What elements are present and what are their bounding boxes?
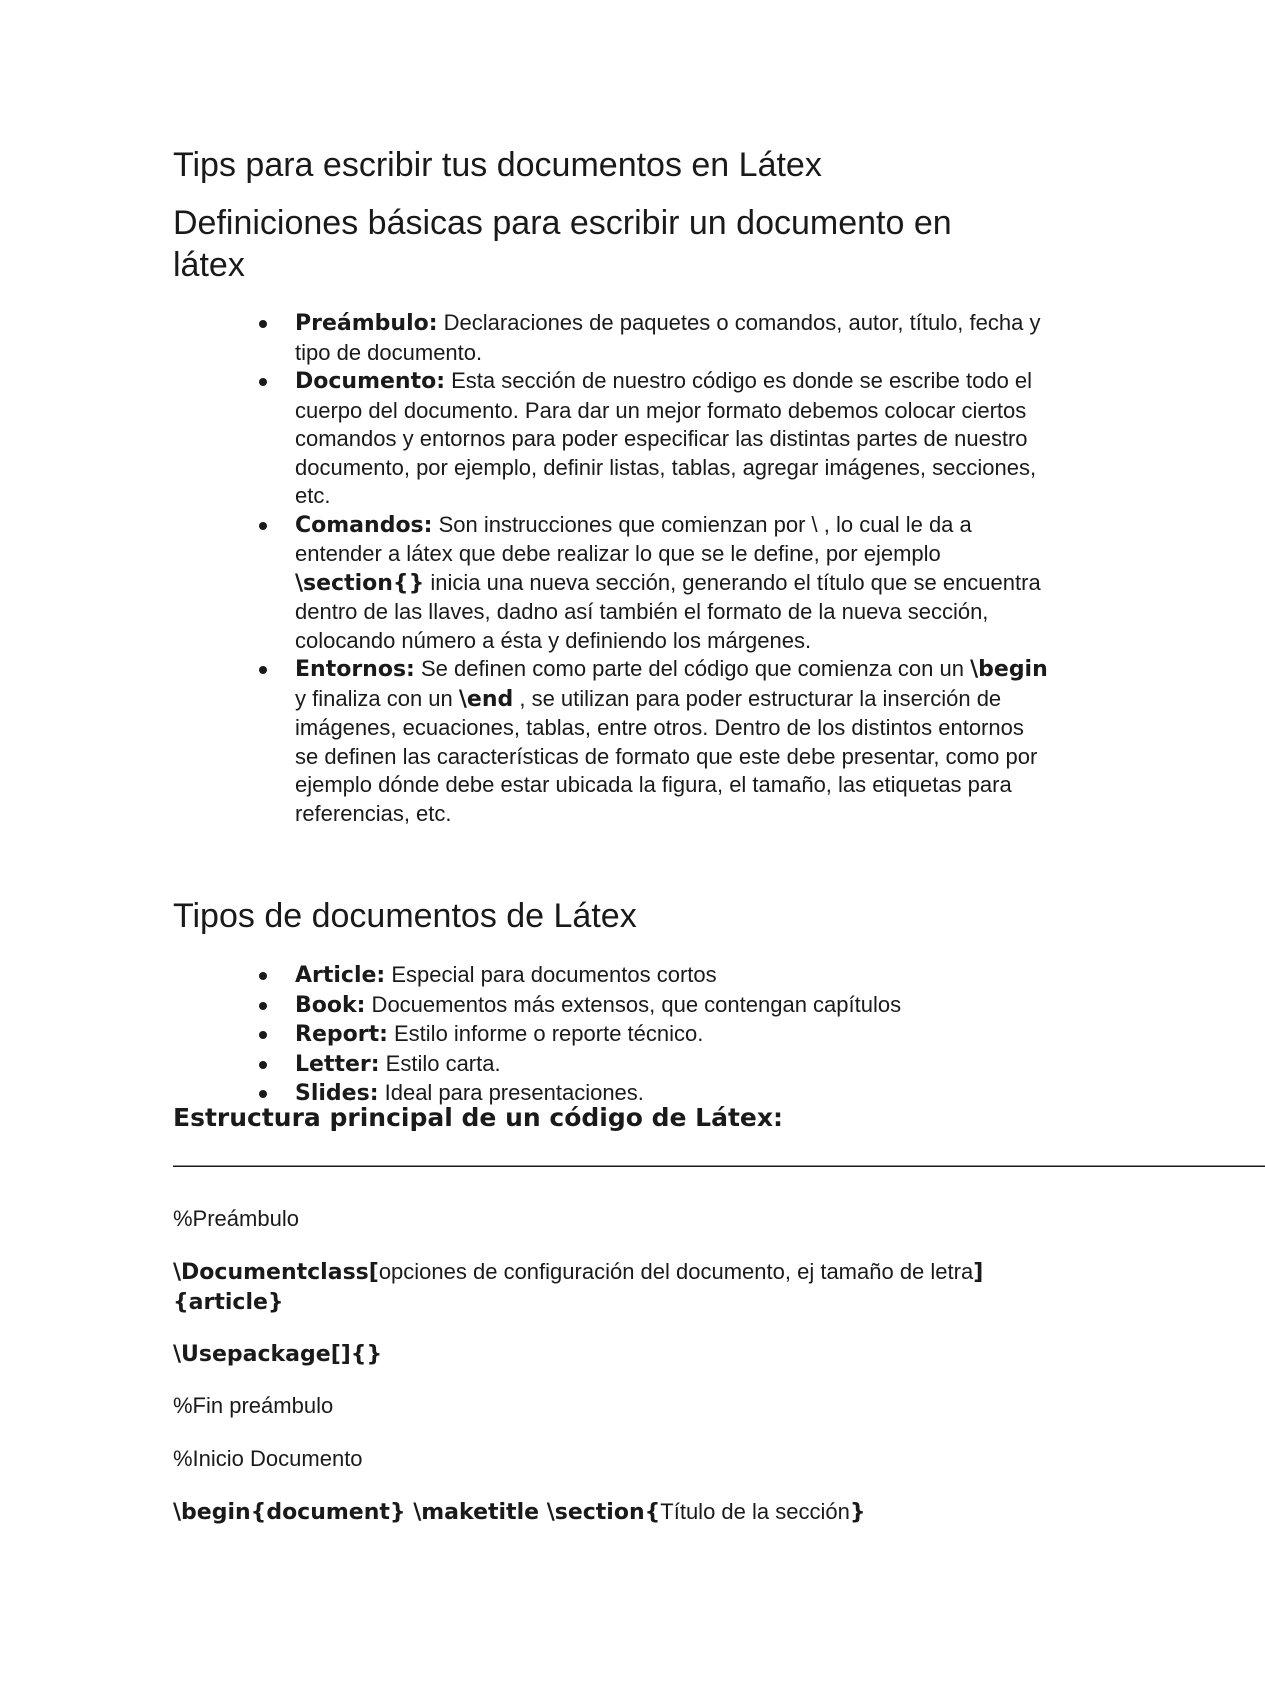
list-item-text: Estilo carta. xyxy=(379,1050,501,1076)
list-item-term: Preámbulo: xyxy=(295,311,438,336)
code-command: ]{article} xyxy=(173,1260,984,1315)
bullet-icon xyxy=(259,1002,267,1010)
list-item-text: , se utilizan para poder estructurar la inserción de imágenes, ecuaciones, tablas, entre otros. Dentro de los distintos entornos se definen las características de formato que este debe presentar, como por ejemplo dónde debe estar ubicada la figura, el tamaño, las etiquetas para referencias, etc. xyxy=(295,685,1038,826)
list-item-text: Son instrucciones que comienzan por \ , lo cual le da a entender a látex que debe realizar lo que se le define, por ejemplo xyxy=(295,511,972,566)
section-heading-definiciones: Definiciones básicas para escribir un documento en látex xyxy=(173,204,952,284)
list-item-text: Docuementos más extensos, que contengan capítulos xyxy=(365,991,902,1017)
bullet-icon xyxy=(259,666,267,674)
list-item-text: Especial para documentos cortos xyxy=(385,962,717,987)
list-item-text: Declaraciones de paquetes o comandos, autor, título, fecha y tipo de documento. xyxy=(295,310,1041,365)
list-item-term: Documento: xyxy=(295,369,446,394)
list-item-text: Esta sección de nuestro código es donde se escribe todo el cuerpo del documento. Para dar un mejor formato debemos colocar ciertos comandos y entornos para poder especificar las distintas partes de nuestro documento, por ejemplo, definir listas, tablas, agregar imágenes, secciones, etc. xyxy=(295,368,1037,508)
list-item xyxy=(173,1020,1053,1050)
list-item xyxy=(173,309,1053,367)
code-command: \Documentclass[ xyxy=(173,1260,379,1285)
bullet-icon xyxy=(259,972,267,980)
inline-code: \begin xyxy=(970,657,1048,682)
bullet-icon xyxy=(259,378,267,386)
bullet-icon xyxy=(259,522,267,530)
code-comment: %Fin preámbulo xyxy=(173,1393,334,1418)
code-comment: %Preámbulo xyxy=(173,1206,299,1231)
code-command: \begin{document} \maketitle \section{ xyxy=(173,1500,661,1525)
list-item-term: Report: xyxy=(295,1022,388,1047)
code-argument-text: Título de la sección xyxy=(660,1499,850,1524)
bullet-icon xyxy=(259,1061,267,1069)
code-command: } xyxy=(849,1500,866,1525)
list-item-text: Ideal para presentaciones. xyxy=(378,1080,644,1105)
bullet-icon xyxy=(259,1090,267,1098)
inline-code: \section{} xyxy=(295,570,425,596)
list-item xyxy=(173,1050,1053,1080)
code-comment: %Inicio Documento xyxy=(173,1446,363,1471)
list-item xyxy=(173,367,1053,511)
list-item xyxy=(173,961,1053,991)
list-item-text: inicia una nueva sección, generando el título que se encuentra dentro de las llaves, dadno así también el formato de la nueva sección, colocando número a ésta y definiendo los márgenes. xyxy=(295,569,1041,653)
code-options-text: opciones de configuración del documento, ej tamaño de letra xyxy=(378,1259,974,1284)
list-item-text: Estilo informe o reporte técnico. xyxy=(387,1021,704,1046)
list-item-term: Entornos: xyxy=(295,657,415,682)
list-item-text: y finaliza con un xyxy=(295,685,459,711)
bullet-icon xyxy=(259,1031,267,1039)
list-item-term: Book: xyxy=(295,992,366,1018)
code-line-documentclass xyxy=(173,1257,1053,1317)
separator-line: ———————————————————————————————————————————————————— xyxy=(173,1152,1265,1177)
list-item-term: Letter: xyxy=(295,1051,380,1077)
section-heading-tipos: Tipos de documentos de Látex xyxy=(173,897,637,935)
bullet-icon xyxy=(259,320,267,328)
code-line-usepackage: \Usepackage[]{} xyxy=(173,1342,383,1367)
list-item-term: Article: xyxy=(295,963,386,988)
list-item-term: Comandos: xyxy=(295,512,433,538)
list-item xyxy=(173,511,1053,656)
inline-code: \end xyxy=(458,686,514,712)
list-item xyxy=(173,655,1053,828)
document-types-list xyxy=(173,961,1053,1109)
code-line-begin-document xyxy=(173,1497,1053,1527)
definitions-list xyxy=(173,309,1053,828)
section-heading-estructura: Estructura principal de un código de Látex: xyxy=(173,1103,783,1132)
document-title: Tips para escribir tus documentos en Látex xyxy=(173,146,822,184)
list-item xyxy=(173,991,1053,1021)
list-item-term: Slides: xyxy=(295,1081,379,1106)
list-item-text: Se definen como parte del código que comienza con un xyxy=(414,656,971,681)
